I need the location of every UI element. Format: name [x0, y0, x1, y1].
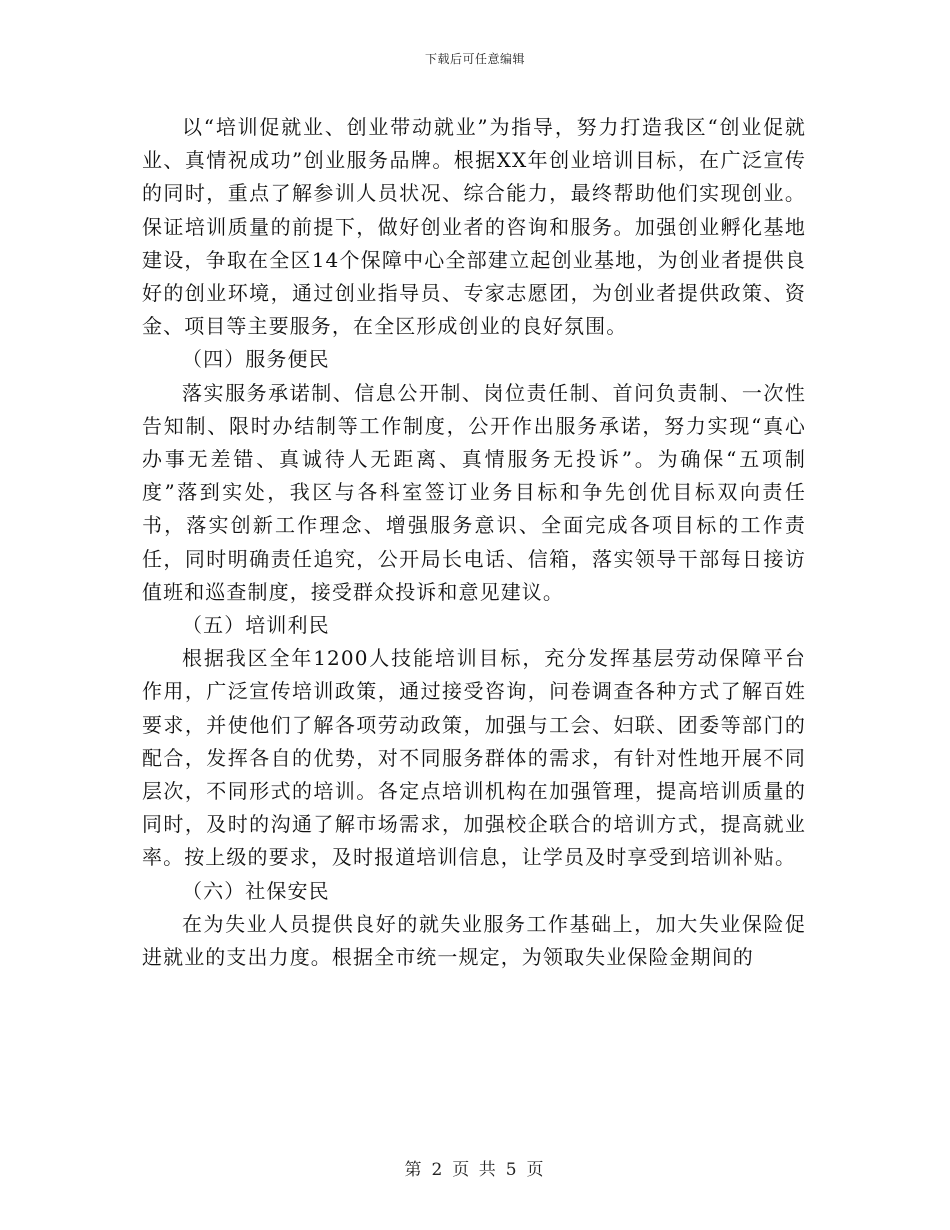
- section-heading-service: （四）服务便民: [182, 347, 330, 372]
- footer-suffix: 页: [526, 1160, 546, 1180]
- paragraph-service: 落实服务承诺制、信息公开制、岗位责任制、首问负责制、一次性告知制、限时办结制等工作制度，公开作出服务承诺，努力实现“真心办事无差错、真诚待人无距离、真情服务无投诉”。为确保“五项制度”落到实处，我区与各科室签订业务目标和争先创优目标双向责任书，落实创新工作理念、增强服务意识、全面完成各项目标的工作责任，同时明确责任追究，公开局长电话、信箱，落实领导干部每日接访值班和巡查制度，接受群众投诉和意见建议。: [142, 380, 806, 604]
- paragraph-intro: 以“培训促就业、创业带动就业”为指导，努力打造我区“创业促就业、真情祝成功”创业服务品牌。根据XX年创业培训目标，在广泛宣传的同时，重点了解参训人员状况、综合能力，最终帮助他们实现创业。保证培训质量的前提下，做好创业者的咨询和服务。加强创业孵化基地建设，争取在全区14个保障中心全部建立起创业基地，为创业者提供良好的创业环境，通过创业指导员、专家志愿团，为创业者提供政策、资金、项目等主要服务，在全区形成创业的良好氛围。: [142, 115, 806, 339]
- footer-prefix: 第: [404, 1160, 424, 1180]
- paragraph-social-security: 在为失业人员提供良好的就失业服务工作基础上，加大失业保险促进就业的支出力度。根据全市统一规定，为领取失业保险金期间的: [142, 911, 806, 970]
- section-heading-social-security: （六）社保安民: [182, 878, 330, 903]
- document-body: [142, 111, 806, 974]
- section-heading-training: （五）培训利民: [182, 613, 330, 638]
- paragraph-training: 根据我区全年1200人技能培训目标，充分发挥基层劳动保障平台作用，广泛宣传培训政策，通过接受咨询，问卷调查各种方式了解百姓要求，并使他们了解各项劳动政策，加强与工会、妇联、团委等部门的配合，发挥各自的优势，对不同服务群体的需求，有针对性地开展不同层次，不同形式的培训。各定点培训机构在加强管理，提高培训质量的同时，及时的沟通了解市场需求，加强校企联合的培训方式，提高就业率。按上级的要求，及时报道培训信息，让学员及时享受到培训补贴。: [142, 646, 806, 870]
- footer-page-number: 2: [431, 1160, 445, 1180]
- page-header: 下载后可任意编辑: [424, 52, 525, 66]
- footer-total-pages: 5: [505, 1160, 519, 1180]
- page-footer: [0, 1155, 950, 1180]
- footer-middle: 页 共: [452, 1160, 498, 1180]
